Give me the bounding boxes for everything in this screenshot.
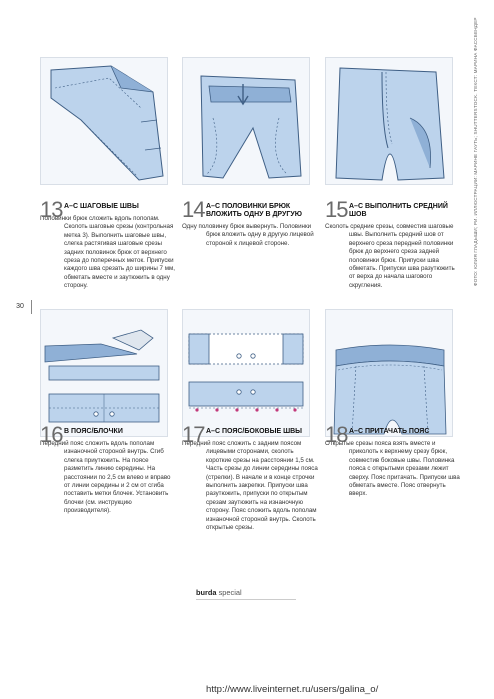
step-15-text: Сколоть средние срезы, совместив шаговые швы. Выполнить средний шов от верхнего среза передней половинки брюк до верхнего среза задней половинки брюк. Припуски шва обметать. Припуски шва разутюжить от верха до начала шагового скругления. xyxy=(325,223,455,289)
attach-waistband-drawing xyxy=(326,310,452,436)
brand-logo xyxy=(196,588,242,597)
brand-name: burda xyxy=(196,588,217,597)
step-17-text: Передний пояс сложить с задним поясом лицевыми сторонами, сколоть короткие срезы на расстоянии 1,5 см. Часть срезы до линии середины пояса (стрелки). В начале и в конце строчки выполнить закрепки. Припуски шва разутюжить, припуски по открытым срезам заутюжить на изнаночную сторону. Пояс сложить вдоль пополам изнаночной стороной внутрь. Сколоть открытые срезы. xyxy=(182,440,318,532)
step-13-text: Половинки брюк сложить вдоль пополам. Сколоть шаговые срезы (контрольная метка 3). Выполнить шаговые швы, слегка растягивая шаговые срезы задних половинок брюк от верхнего среза до поперечных меток. Припуски каждого шва срезать до ширины 7 мм, обметать вместе и заутюжить в одну сторону. xyxy=(40,215,175,290)
step-17-title: А–С ПОЯС/БОКОВЫЕ ШВЫ xyxy=(206,428,303,435)
page-number: 30 xyxy=(9,300,32,314)
trouser-leg-fold-drawing xyxy=(41,58,167,184)
step-14 xyxy=(182,197,318,248)
illustration-step-16 xyxy=(40,309,168,437)
footer-divider xyxy=(196,599,296,600)
illustration-step-14 xyxy=(182,57,310,185)
step-18-number: 18 xyxy=(325,422,348,447)
illustration-step-17 xyxy=(182,309,310,437)
illustration-step-18 xyxy=(325,309,453,437)
source-watermark: http://www.liveinternet.ru/users/galina_o/ xyxy=(206,684,379,695)
step-16-title: В ПОЯС/БЛОЧКИ xyxy=(64,428,123,435)
crotch-seam-drawing xyxy=(326,58,452,184)
step-18-text: Открытые срезы пояса взять вместе и приколоть к верхнему срезу брюк, совместив боковые швы. Половинка пояса с открытыми срезами лежит сверху. Пояс притачать. Припуски шва обметать вместе. Пояс отвернуть вверх. xyxy=(325,440,460,498)
step-15-number: 15 xyxy=(325,197,348,222)
step-16-text: Передний пояс сложить вдоль пополам изнаночной стороной внутрь. Сгиб слегка приутюжить. На поясе разметить линию середины. На расстоянии по 2,5 см влево и вправо от линии середины и 2 см от сгиба поставить метки блочек. Установить блочки (см. инструкцию производителя). xyxy=(40,440,171,515)
step-16 xyxy=(40,422,176,516)
step-15 xyxy=(325,197,461,290)
step-14-text: Одну половинку брюк вывернуть. Половинки брюк вложить одну в другую лицевой стороной к лицевой стороне. xyxy=(182,223,314,247)
waistband-side-seams-drawing xyxy=(183,310,309,436)
step-13-number: 13 xyxy=(40,197,63,222)
step-14-number: 14 xyxy=(182,197,205,222)
illustration-step-13 xyxy=(40,57,168,185)
step-18-title: А–С ПРИТАЧАТЬ ПОЯС xyxy=(349,428,430,435)
step-13-title: А–С ШАГОВЫЕ ШВЫ xyxy=(64,203,139,210)
step-14-title: А–С ПОЛОВИНКИ БРЮК ВЛОЖИТЬ ОДНУ В ДРУГУЮ xyxy=(206,203,302,218)
step-16-number: 16 xyxy=(40,422,63,447)
trouser-halves-nested-drawing xyxy=(183,58,309,184)
brand-suffix: special xyxy=(218,588,242,597)
step-15-title: А–С ВЫПОЛНИТЬ СРЕДНИЙ ШОВ xyxy=(349,203,448,218)
step-18 xyxy=(325,422,461,499)
step-17-number: 17 xyxy=(182,422,205,447)
step-17 xyxy=(182,422,318,532)
waistband-eyelets-drawing xyxy=(41,310,167,436)
photo-credits: ФОТО: ЮЛИЯ ГЛАДЫШИ; РИ. ИЛЛЮСТРАЦИИ: МАРИНЕ ГАУТЬ; SHUTTERSTOCK. ТЕКСТ: МАРИНА ФАССБЕНДЕР xyxy=(473,17,478,286)
illustration-step-15 xyxy=(325,57,453,185)
step-13 xyxy=(40,197,176,291)
